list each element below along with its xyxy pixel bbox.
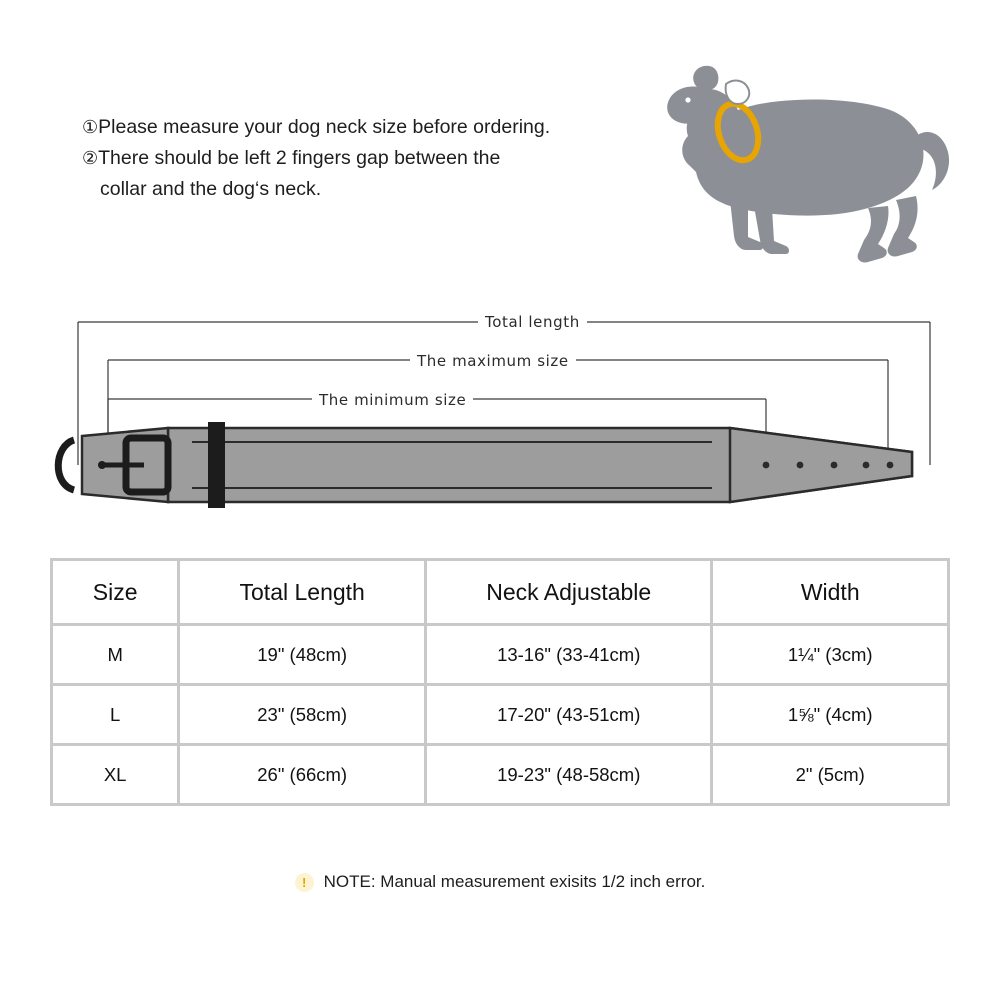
collar-hole: [831, 462, 838, 469]
instruction-text-3: collar and the dog‘s neck.: [100, 178, 322, 200]
cell-width: 1¼" (3cm): [712, 625, 949, 685]
collar-graphic: [58, 422, 912, 508]
instruction-line-3: [82, 174, 682, 205]
table-row: [52, 745, 949, 805]
cell-width: 1⅝" (4cm): [712, 685, 949, 745]
instruction-line-1: [82, 112, 682, 143]
label-minimum-size: The minimum size: [312, 391, 473, 409]
collar-hole: [887, 462, 894, 469]
cell-total-length: 26" (66cm): [179, 745, 426, 805]
warning-icon: !: [295, 873, 314, 892]
cell-neck-adjustable: 13-16" (33-41cm): [426, 625, 712, 685]
instruction-text-1: Please measure your dog neck size before ordering.: [98, 116, 551, 138]
table-row: [52, 685, 949, 745]
label-maximum-size: The maximum size: [410, 352, 576, 370]
collar-hole: [863, 462, 870, 469]
size-table: [50, 558, 950, 806]
table-header-row: [52, 560, 949, 625]
instructions-block: [82, 112, 682, 205]
dog-body-group: [667, 66, 949, 263]
size-table-head: [52, 560, 949, 625]
buckle-prong-pivot: [98, 461, 106, 469]
collar-keeper-loop: [208, 422, 225, 508]
dog-torso: [682, 89, 923, 215]
cell-total-length: 19" (48cm): [179, 625, 426, 685]
instruction-marker-1: ①: [82, 117, 99, 137]
column-header-total-length: Total Length: [179, 560, 426, 625]
column-header-size: Size: [52, 560, 179, 625]
table-row: [52, 625, 949, 685]
cell-size: M: [52, 625, 179, 685]
collar-svg: [40, 300, 970, 530]
dog-eye: [685, 97, 690, 102]
instruction-text-2: There should be left 2 fingers gap between the: [98, 147, 501, 169]
dog-hind-leg-1: [858, 206, 889, 263]
instruction-line-2: [82, 143, 682, 174]
collar-diagram: [40, 300, 970, 530]
dog-ear: [693, 66, 718, 91]
size-table-wrap: [50, 558, 950, 806]
column-header-width: Width: [712, 560, 949, 625]
note-text: NOTE: Manual measurement exisits 1/2 inch error.: [323, 872, 706, 891]
instruction-marker-2: ②: [82, 148, 99, 168]
cell-width: 2" (5cm): [712, 745, 949, 805]
dog-illustration: [660, 40, 960, 280]
size-table-body: [52, 625, 949, 805]
dog-svg: [660, 40, 960, 280]
cell-size: XL: [52, 745, 179, 805]
dog-hind-leg-2: [888, 196, 918, 257]
label-total-length: Total length: [478, 313, 587, 331]
cell-neck-adjustable: 17-20" (43-51cm): [426, 685, 712, 745]
column-header-neck-adjustable: Neck Adjustable: [426, 560, 712, 625]
buckle-d-ring: [58, 440, 74, 490]
collar-hole: [763, 462, 770, 469]
dog-tag-shape: [726, 81, 750, 104]
cell-neck-adjustable: 19-23" (48-58cm): [426, 745, 712, 805]
note-row: [0, 872, 1000, 892]
cell-size: L: [52, 685, 179, 745]
cell-total-length: 23" (58cm): [179, 685, 426, 745]
collar-hole: [797, 462, 804, 469]
collar-tip: [730, 428, 912, 502]
